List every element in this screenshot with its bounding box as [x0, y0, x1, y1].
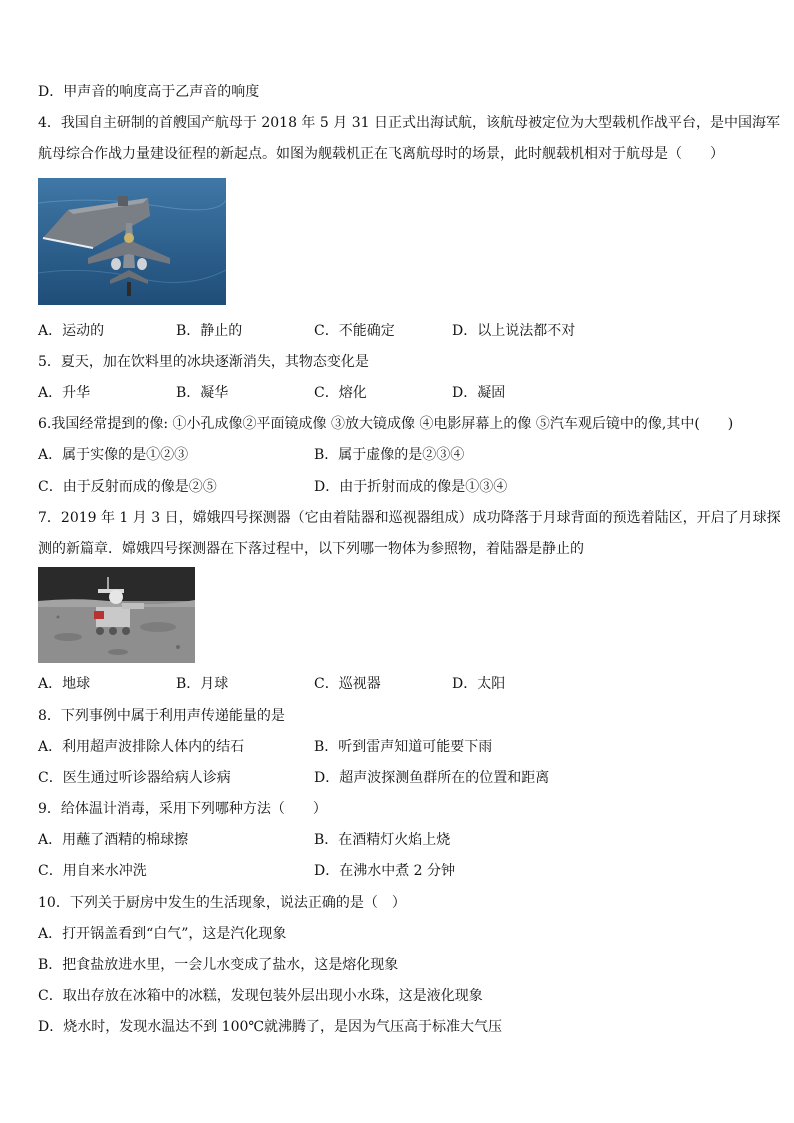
question-8-option-d[interactable]: D．超声波探测鱼群所在的位置和距离: [314, 770, 550, 786]
question-7-option-a[interactable]: A．地球: [38, 676, 91, 692]
question-10-option-a[interactable]: A．打开锅盖看到“白气”，这是汽化现象: [38, 926, 287, 942]
question-5-option-d[interactable]: D．凝固: [452, 385, 506, 401]
question-5-stem: 5．夏天，加在饮料里的冰块逐渐消失，其物态变化是: [38, 354, 369, 370]
question-8-options-row2: [0, 769, 794, 787]
question-4-options: [0, 322, 794, 340]
question-8-option-c[interactable]: C．医生通过听诊器给病人诊病: [38, 770, 231, 786]
question-9-option-a[interactable]: A．用蘸了酒精的棉球擦: [38, 832, 189, 848]
question-6-option-d[interactable]: D．由于折射而成的像是①③④: [314, 479, 508, 495]
question-7-stem-line2: 测的新篇章．嫦娥四号探测器在下落过程中，以下列哪一物体为参照物，着陆器是静止的: [38, 541, 584, 557]
question-7-stem-line1: 7．2019 年 1 月 3 日，嫦娥四号探测器（它由着陆器和巡视器组成）成功降落于月球背面的预选着陆区，开启了月球探: [38, 510, 781, 526]
question-10-stem: 10．下列关于厨房中发生的生活现象，说法正确的是（ ）: [38, 895, 406, 911]
question-4-stem-line2: 航母综合作战力量建设征程的新起点。如图为舰载机正在飞离航母时的场景，此时舰载机相对于航母是（ ）: [38, 146, 724, 162]
aircraft-carrier-photo: [38, 178, 226, 305]
question-3-option-d: D．甲声音的响度高于乙声音的响度: [38, 84, 260, 100]
question-5-option-c[interactable]: C．熔化: [314, 385, 367, 401]
question-5-option-b[interactable]: B．凝华: [176, 385, 229, 401]
question-6-stem: 6.我国经常提到的像: ①小孔成像②平面镜成像 ③放大镜成像 ④电影屏幕上的像 ⑤汽车观后镜中的像,其中( ): [38, 416, 734, 432]
question-8-option-b[interactable]: B．听到雷声知道可能要下雨: [314, 739, 493, 755]
question-6-options-row2: [0, 478, 794, 496]
question-4-option-d[interactable]: D．以上说法都不对: [452, 323, 576, 339]
question-5-option-a[interactable]: A．升华: [38, 385, 91, 401]
question-10-option-b[interactable]: B．把食盐放进水里，一会儿水变成了盐水，这是熔化现象: [38, 957, 399, 973]
question-9-option-d[interactable]: D．在沸水中煮 2 分钟: [314, 863, 456, 879]
question-10-option-d[interactable]: D．烧水时，发现水温达不到 100℃就沸腾了，是因为气压高于标准大气压: [38, 1019, 503, 1035]
question-7-option-b[interactable]: B．月球: [176, 676, 229, 692]
question-5-options: [0, 384, 794, 402]
question-6-option-b[interactable]: B．属于虚像的是②③④: [314, 447, 465, 463]
question-9-stem: 9．给体温计消毒，采用下列哪种方法（ ）: [38, 801, 327, 817]
question-6-options-row1: [0, 446, 794, 464]
question-4-stem-line1: 4．我国自主研制的首艘国产航母于 2018 年 5 月 31 日正式出海试航，该航母被定位为大型载机作战平台，是中国海军: [38, 115, 780, 131]
question-7-option-c[interactable]: C．巡视器: [314, 676, 381, 692]
question-9-option-c[interactable]: C．用自来水冲洗: [38, 863, 147, 879]
question-8-options-row1: [0, 738, 794, 756]
question-4-option-c[interactable]: C．不能确定: [314, 323, 395, 339]
question-10-option-c[interactable]: C．取出存放在冰箱中的冰糕，发现包装外层出现小水珠，这是液化现象: [38, 988, 483, 1004]
question-9-options-row1: [0, 831, 794, 849]
question-9-options-row2: [0, 862, 794, 880]
question-6-option-a[interactable]: A．属于实像的是①②③: [38, 447, 189, 463]
question-8-stem: 8．下列事例中属于利用声传递能量的是: [38, 708, 285, 724]
question-7-option-d[interactable]: D．太阳: [452, 676, 506, 692]
question-9-option-b[interactable]: B．在酒精灯火焰上烧: [314, 832, 451, 848]
question-8-option-a[interactable]: A．利用超声波排除人体内的结石: [38, 739, 245, 755]
question-7-options: [0, 675, 794, 693]
question-4-option-a[interactable]: A．运动的: [38, 323, 105, 339]
question-4-option-b[interactable]: B．静止的: [176, 323, 243, 339]
question-6-option-c[interactable]: C．由于反射而成的像是②⑤: [38, 479, 217, 495]
lunar-rover-photo: [38, 567, 195, 663]
